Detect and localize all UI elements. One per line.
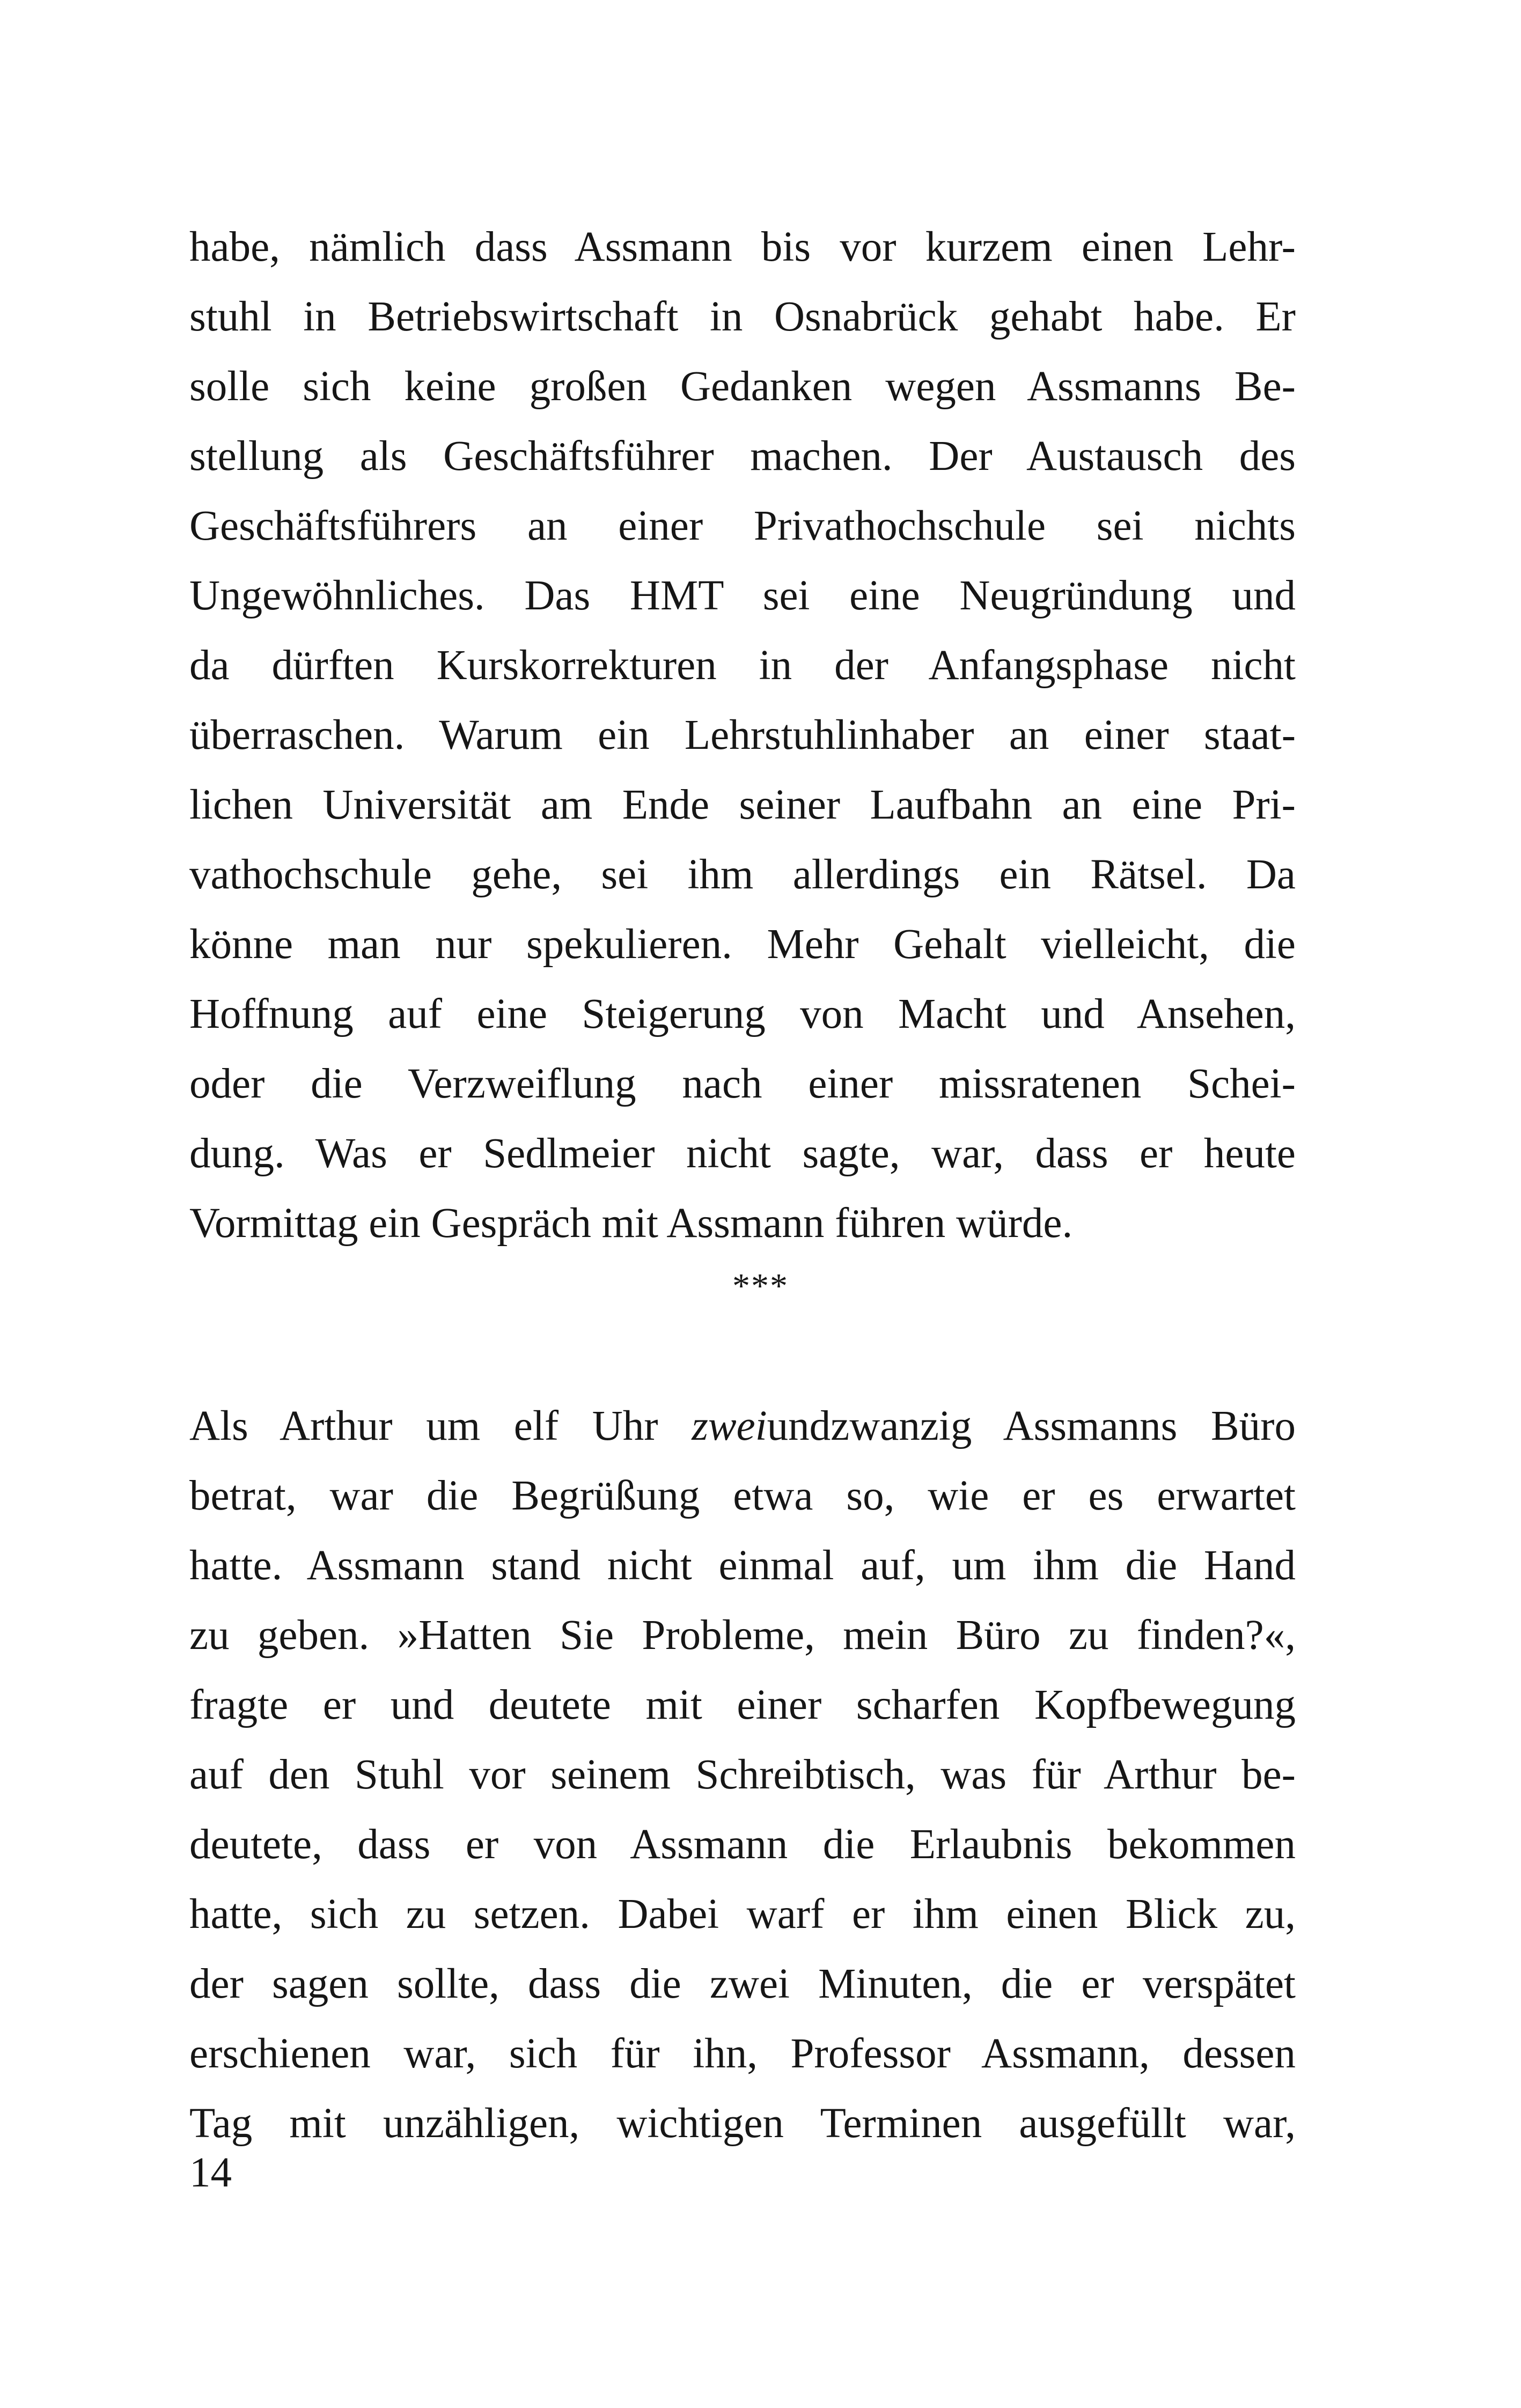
text-line: stuhl in Betriebswirtschaft in Osnabrück gehabt habe. Er [189,293,1296,340]
text-line: erschienen war, sich für ihn, Professor Assmann, dessen [189,2030,1296,2077]
text-line: da dürften Kurskorrekturen in der Anfangsphase nicht [189,642,1296,689]
text-line: überraschen. Warum ein Lehrstuhlinhaber an einer staat- [189,712,1296,759]
text-line: könne man nur spekulieren. Mehr Gehalt vielleicht, die [189,921,1296,968]
text-line: stellung als Geschäftsführer machen. Der Austausch des [189,433,1296,480]
text-line: oder die Verzweiflung nach einer missratenen Schei- [189,1061,1296,1107]
text-line: lichen Universität am Ende seiner Laufbahn an eine Pri- [189,782,1296,828]
section-separator: *** [732,1266,789,1306]
text-line: solle sich keine großen Gedanken wegen Assmanns Be- [189,363,1296,410]
text-line: Hoffnung auf eine Steigerung von Macht und Ansehen, [189,991,1296,1037]
page-number: 14 [189,2149,232,2196]
text-line: Tag mit unzähligen, wichtigen Terminen ausgefüllt war, [189,2100,1296,2147]
text-line: habe, nämlich dass Assmann bis vor kurzem einen Lehr- [189,224,1296,270]
text-line: zu geben. »Hatten Sie Probleme, mein Büro zu finden?«, [189,1612,1296,1659]
paragraph-2 [189,1391,1296,2159]
text-line: auf den Stuhl vor seinem Schreibtisch, was für Arthur be- [189,1751,1296,1798]
text-line: der sagen sollte, dass die zwei Minuten, die er verspätet [189,1961,1296,2007]
text-line: betrat, war die Begrüßung etwa so, wie er es erwartet [189,1472,1296,1519]
paragraph-1 [189,212,1296,1258]
text-line: deutete, dass er von Assmann die Erlaubnis bekommen [189,1821,1296,1868]
text-run: undzwanzig Assmanns Büro [767,1403,1296,1449]
text-line: fragte er und deutete mit einer scharfen Kopfbewegung [189,1682,1296,1728]
text-line: vathochschule gehe, sei ihm allerdings ein Rätsel. Da [189,851,1296,898]
text-line: Geschäftsführers an einer Privathochschule sei nichts [189,503,1296,549]
text-line: Ungewöhnliches. Das HMT sei eine Neugründung und [189,572,1296,619]
text-line: hatte, sich zu setzen. Dabei warf er ihm einen Blick zu, [189,1891,1296,1938]
text-line: Vormittag ein Gespräch mit Assmann führen würde. [189,1200,1073,1247]
italic-emphasis: zwei [692,1403,767,1449]
text-line: hatte. Assmann stand nicht einmal auf, um ihm die Hand [189,1542,1296,1589]
text-run: Als Arthur um elf Uhr [189,1403,692,1449]
text-line-first [189,1391,1296,1461]
text-line: dung. Was er Sedlmeier nicht sagte, war, dass er heute [189,1130,1296,1177]
